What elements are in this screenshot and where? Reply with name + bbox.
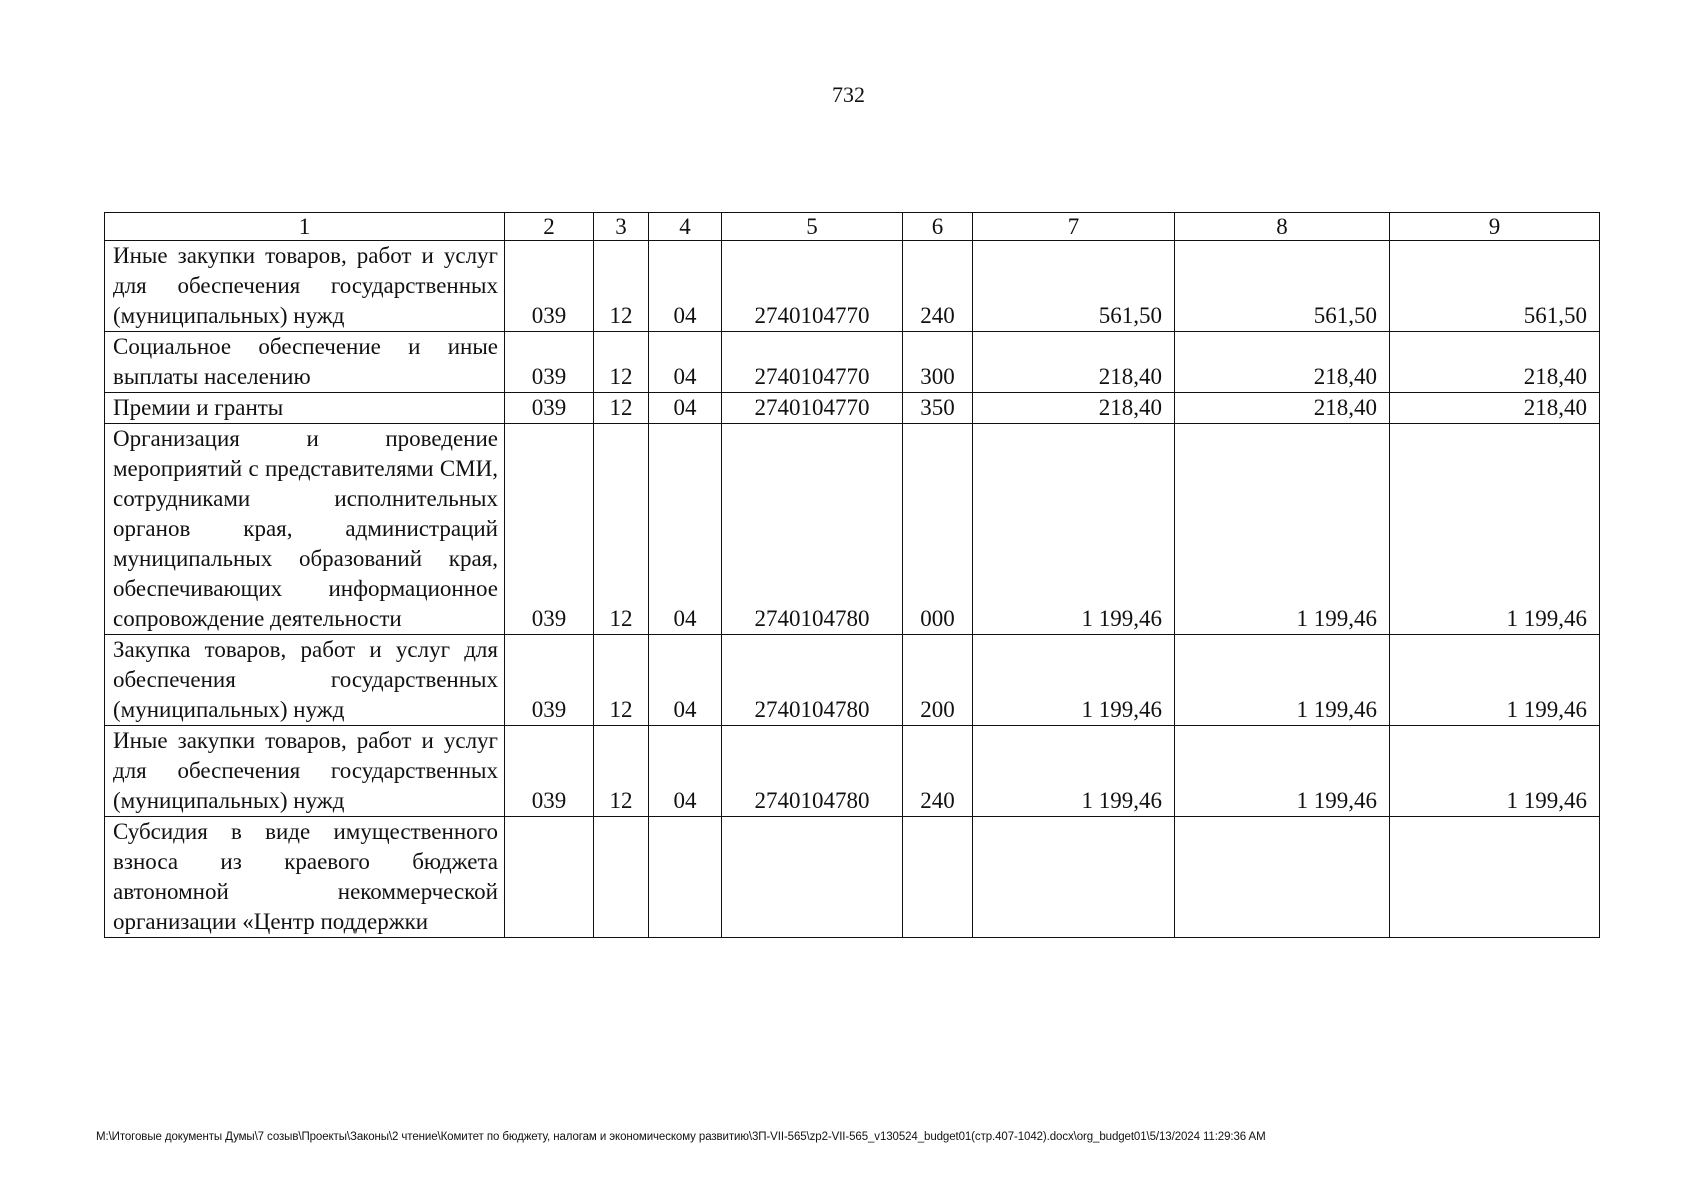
subsection-code: 04: [649, 332, 722, 393]
amount-col8: 1 199,46: [1175, 424, 1390, 635]
table-row: [105, 332, 1600, 393]
subsection-code: 04: [649, 424, 722, 635]
expense-type-code: [903, 817, 973, 938]
ministry-code: 039: [505, 635, 594, 726]
amount-col7: 1 199,46: [973, 635, 1175, 726]
target-article-code: [722, 817, 903, 938]
target-article-code: 2740104780: [722, 424, 903, 635]
expense-type-code: 240: [903, 241, 973, 332]
amount-col8: 1 199,46: [1175, 635, 1390, 726]
subsection-code: 04: [649, 726, 722, 817]
column-header: 1: [105, 213, 505, 241]
expense-type-code: 300: [903, 332, 973, 393]
column-header: 4: [649, 213, 722, 241]
page-number: 732: [832, 82, 865, 107]
table-row: [105, 241, 1600, 332]
amount-col9: 1 199,46: [1390, 635, 1600, 726]
expense-type-code: 000: [903, 424, 973, 635]
subsection-code: 04: [649, 241, 722, 332]
subsection-code: 04: [649, 635, 722, 726]
amount-col9: [1390, 817, 1600, 938]
target-article-code: 2740104770: [722, 332, 903, 393]
row-name: Закупка товаров, работ и услуг для обеспечения государственных (муниципальных) нужд: [105, 635, 505, 726]
budget-table: [104, 212, 1600, 938]
section-code: 12: [594, 635, 649, 726]
amount-col8: 1 199,46: [1175, 726, 1390, 817]
subsection-code: 04: [649, 393, 722, 424]
table-row: [105, 635, 1600, 726]
amount-col7: 218,40: [973, 332, 1175, 393]
target-article-code: 2740104770: [722, 241, 903, 332]
subsection-code: [649, 817, 722, 938]
column-header: 3: [594, 213, 649, 241]
row-name: Организация и проведение мероприятий с представителями СМИ, сотрудниками исполнительных органов края, администраций муниципальных образований края, обеспечивающих информационное сопровождение деятельности: [105, 424, 505, 635]
expense-type-code: 350: [903, 393, 973, 424]
row-name: Иные закупки товаров, работ и услуг для обеспечения государственных (муниципальных) нужд: [105, 241, 505, 332]
ministry-code: 039: [505, 726, 594, 817]
table-row: [105, 726, 1600, 817]
amount-col7: 1 199,46: [973, 726, 1175, 817]
amount-col9: 218,40: [1390, 332, 1600, 393]
expense-type-code: 200: [903, 635, 973, 726]
ministry-code: 039: [505, 241, 594, 332]
section-code: 12: [594, 726, 649, 817]
target-article-code: 2740104780: [722, 635, 903, 726]
row-name: Субсидия в виде имущественного взноса из краевого бюджета автономной некоммерческой организации «Центр поддержки: [105, 817, 505, 938]
table-row: [105, 393, 1600, 424]
amount-col9: 218,40: [1390, 393, 1600, 424]
amount-col9: 1 199,46: [1390, 726, 1600, 817]
column-header: 9: [1390, 213, 1600, 241]
column-header: 8: [1175, 213, 1390, 241]
amount-col7: 218,40: [973, 393, 1175, 424]
section-code: 12: [594, 393, 649, 424]
table-row: [105, 817, 1600, 938]
column-header: 5: [722, 213, 903, 241]
footer-file-path: M:\Итоговые документы Думы\7 созыв\Проекты\Законы\2 чтение\Комитет по бюджету, налогам и экономическому развитию\3П-VII-565\zp2-VII-565_v130524_budget01(стр.407-1042).docx\org_budget01\5/13/2024 11:29:36 AM: [96, 1131, 1266, 1143]
amount-col7: [973, 817, 1175, 938]
column-header: 6: [903, 213, 973, 241]
ministry-code: 039: [505, 424, 594, 635]
column-header: 2: [505, 213, 594, 241]
table-header-row: [105, 213, 1600, 241]
column-header: 7: [973, 213, 1175, 241]
row-name: Социальное обеспечение и иные выплаты населению: [105, 332, 505, 393]
amount-col9: 561,50: [1390, 241, 1600, 332]
table-row: [105, 424, 1600, 635]
amount-col8: [1175, 817, 1390, 938]
amount-col8: 561,50: [1175, 241, 1390, 332]
ministry-code: 039: [505, 332, 594, 393]
ministry-code: 039: [505, 393, 594, 424]
section-code: 12: [594, 332, 649, 393]
ministry-code: [505, 817, 594, 938]
section-code: 12: [594, 424, 649, 635]
expense-type-code: 240: [903, 726, 973, 817]
amount-col8: 218,40: [1175, 332, 1390, 393]
target-article-code: 2740104780: [722, 726, 903, 817]
row-name: Иные закупки товаров, работ и услуг для обеспечения государственных (муниципальных) нужд: [105, 726, 505, 817]
row-name: Премии и гранты: [105, 393, 505, 424]
amount-col8: 218,40: [1175, 393, 1390, 424]
section-code: 12: [594, 241, 649, 332]
amount-col7: 561,50: [973, 241, 1175, 332]
amount-col9: 1 199,46: [1390, 424, 1600, 635]
target-article-code: 2740104770: [722, 393, 903, 424]
section-code: [594, 817, 649, 938]
amount-col7: 1 199,46: [973, 424, 1175, 635]
